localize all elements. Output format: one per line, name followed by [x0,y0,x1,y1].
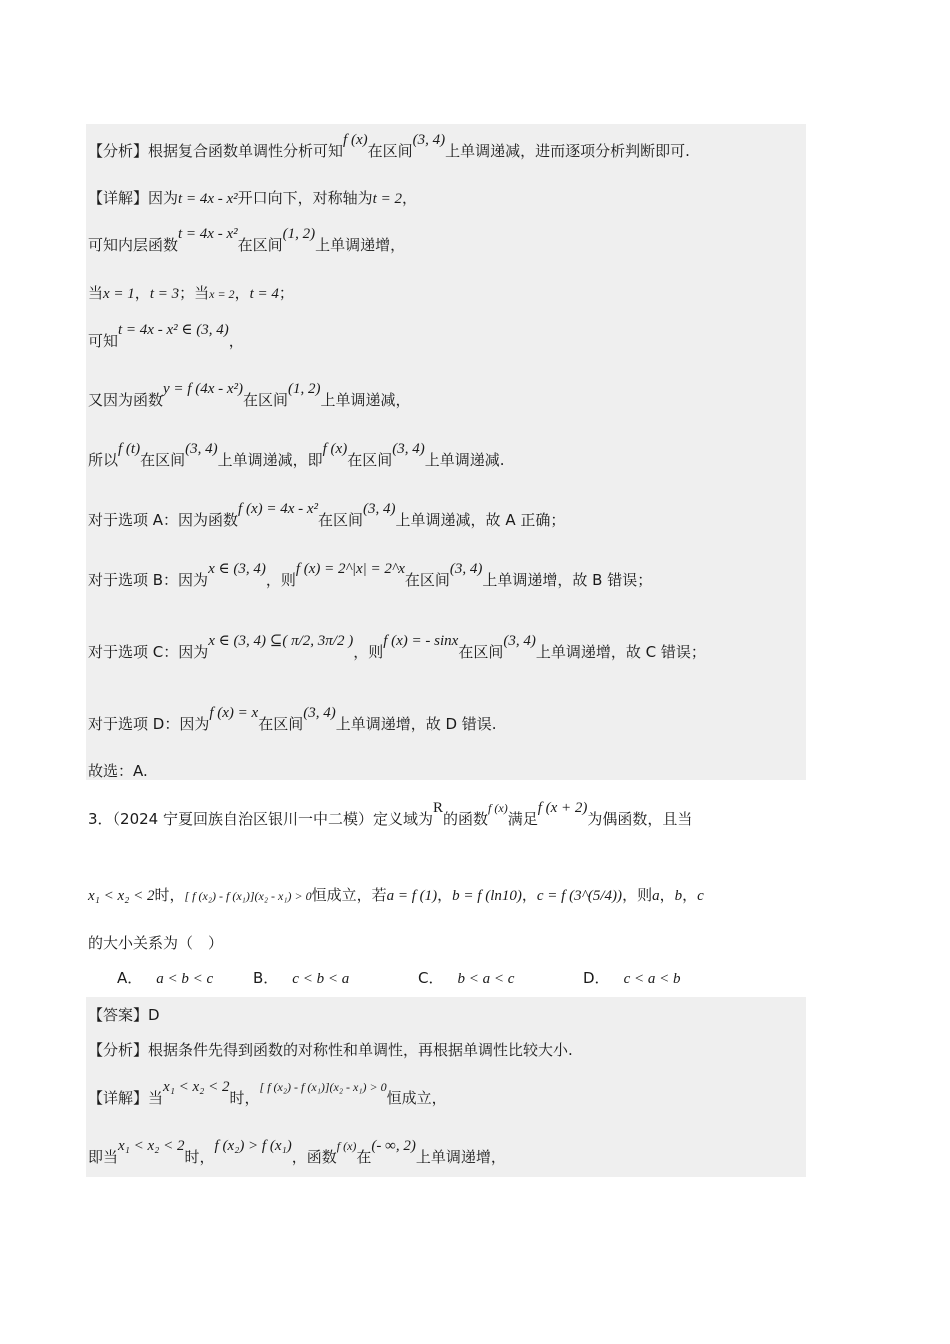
text: ， [228,332,244,350]
text: 在区间 [318,511,364,529]
text: 上单调递减，进而逐项分析判断即可. [445,142,690,160]
text: ， [234,284,250,302]
text: 满足 [507,810,538,828]
analysis-line [88,132,690,161]
text: 为偶函数，且当 [587,810,693,828]
text: 又因为函数 [88,391,164,409]
formula: f (x) [488,801,508,815]
text: 对于选项 B：因为 [88,571,209,589]
formula: f (x) [336,1139,357,1153]
text: 因为 [148,189,179,207]
formula: c = f (3^(5/4)) [536,888,623,904]
formula: x₁ < x₂ < 2 [118,1138,185,1154]
text: ，则 [265,571,296,589]
detail-line-3 [88,282,294,303]
text: ，则 [353,643,384,661]
choice-c[interactable] [418,967,514,988]
text: 上单调递增，故 B 错误； [482,571,653,589]
formula: f (x) = 4x - x² [238,501,319,517]
choice-expression: c < b < a [292,971,350,987]
detail-label: 【详解】 [88,189,149,207]
formula: x = 2 [209,287,235,301]
text: ， [659,886,675,904]
text: 恒成立，若 [311,886,387,904]
formula: ( π/2, 3π/2 ) [282,633,354,649]
text: ； [278,284,294,302]
formula: a [652,888,660,904]
text: ；当 [179,284,210,302]
formula: x₁ < x₂ < 2 [88,888,155,904]
detail-line-2 [88,226,406,255]
text: 的函数 [443,810,489,828]
text: 上单调递增， [415,1148,506,1166]
text: 开口向下，对称轴为 [237,189,373,207]
formula: f (x) [322,441,348,457]
text: 在区间 [458,643,504,661]
formula: t = 4 [249,286,279,302]
choice-b[interactable] [253,967,349,988]
text: ，函数 [291,1148,337,1166]
formula: (3, 4) [363,501,396,517]
analysis-label: 【分析】 [88,142,149,160]
choice-letter: D． [583,969,610,987]
formula: (3, 4) [185,441,218,457]
text: 故选：A. [88,762,148,780]
text: 在区间 [404,571,450,589]
choice-a[interactable] [117,967,213,988]
text: 的大小关系为（ ） [88,934,224,952]
formula: [ f (x₂) - f (x₁)](x₂ - x₁) > 0 [184,889,312,903]
formula: y = f (4x - x²) [163,381,244,397]
formula: x = 1 [103,286,135,302]
formula: t = 3 [149,286,180,302]
text: 3．（2024 宁夏回族自治区银川一中二模）定义域为 [88,810,433,828]
question-3-line-1 [88,800,693,829]
formula: x ∈ (3, 4) ⊆ [208,633,283,649]
formula: t = 4x - x² [178,191,238,207]
text: 时， [229,1089,260,1107]
formula: (3, 4) [392,441,425,457]
text: 可知 [88,332,119,350]
option-d-analysis [88,705,497,734]
text: ， [401,189,417,207]
formula: (1, 2) [288,381,321,397]
detail-3-line-1 [88,1079,447,1108]
formula: f (x₂) > f (x₁) [214,1138,292,1154]
detail-line-6 [88,441,505,470]
detail-line-1 [88,187,417,208]
text: 对于选项 C：因为 [88,643,209,661]
analysis-3-line [88,1039,573,1060]
final-choice [88,760,148,781]
detail-line-4 [88,322,244,351]
formula: (3, 4) [449,561,483,577]
choice-expression: b < a < c [457,971,515,987]
text: ， [437,886,453,904]
formula: a = f (1) [386,888,438,904]
formula: c [697,888,704,904]
question-3-line-3 [88,932,223,953]
text: 在区间 [243,391,289,409]
question-3-line-2 [88,884,704,905]
formula: b [674,888,683,904]
formula: x₁ < x₂ < 2 [163,1079,230,1095]
choice-d[interactable] [583,967,680,988]
text: 即当 [88,1148,119,1166]
text: 在区间 [258,715,304,733]
formula: f (x + 2) [537,800,588,816]
text: 时， [154,886,185,904]
formula: (3, 4) [412,132,446,148]
choice-letter: B． [253,969,279,987]
formula: f (t) [118,441,141,457]
formula: t = 4x - x² ∈ (3, 4) [118,322,229,338]
text: 当 [88,284,104,302]
formula: f (x) = x [209,705,259,721]
option-a-analysis [88,501,566,530]
formula: (1, 2) [282,226,316,242]
text: 上单调递增，故 C 错误； [535,643,706,661]
text: 根据条件先得到函数的对称性和单调性，再根据单调性比较大小. [148,1041,573,1059]
text: 上单调递减. [424,451,505,469]
text: 在区间 [347,451,393,469]
formula: (- ∞, 2) [371,1138,416,1154]
text: ，则 [622,886,653,904]
option-b-analysis [88,561,653,590]
text: 【答案】D [88,1006,160,1024]
text: 在区间 [237,236,283,254]
text: 在 [356,1148,372,1166]
formula: (3, 4) [503,633,536,649]
option-c-analysis [88,633,706,662]
text: 上单调递减，故 A 正确； [395,511,566,529]
text: 上单调递减，即 [217,451,323,469]
analysis-label: 【分析】 [88,1041,149,1059]
text: 上单调递增， [315,236,406,254]
text: 所以 [88,451,119,469]
choice-expression: c < a < b [623,971,681,987]
formula: b = f (ln10) [452,888,522,904]
formula: t = 2 [372,191,402,207]
detail-3-line-2 [88,1138,506,1167]
formula: (3, 4) [303,705,336,721]
formula: R [433,800,444,816]
formula: [ f (x₂) - f (x₁)](x₂ - x₁) > 0 [259,1080,387,1094]
text: 时， [184,1148,215,1166]
formula: x ∈ (3, 4) [208,561,266,577]
choice-letter: C． [418,969,444,987]
choice-expression: a < b < c [156,971,214,987]
answer-line [88,1004,160,1025]
text: 根据复合函数单调性分析可知 [148,142,344,160]
text: ， [682,886,698,904]
text: 当 [148,1089,164,1107]
formula: f (x) = 2^|x| = 2^x [295,561,405,577]
text: 对于选项 D：因为 [88,715,210,733]
detail-line-5 [88,381,411,410]
formula: f (x) [343,132,368,148]
text: ， [521,886,537,904]
text: ， [134,284,150,302]
choice-letter: A． [117,969,143,987]
formula: f (x) = - sinx [383,633,459,649]
text: 上单调递减， [320,391,411,409]
detail-label: 【详解】 [88,1089,149,1107]
text: 可知内层函数 [88,236,179,254]
text: 上单调递增，故 D 错误. [335,715,497,733]
text: 在区间 [140,451,186,469]
formula: t = 4x - x² [178,226,238,242]
text: 对于选项 A：因为函数 [88,511,239,529]
text: 恒成立， [386,1089,447,1107]
text: 在区间 [367,142,413,160]
